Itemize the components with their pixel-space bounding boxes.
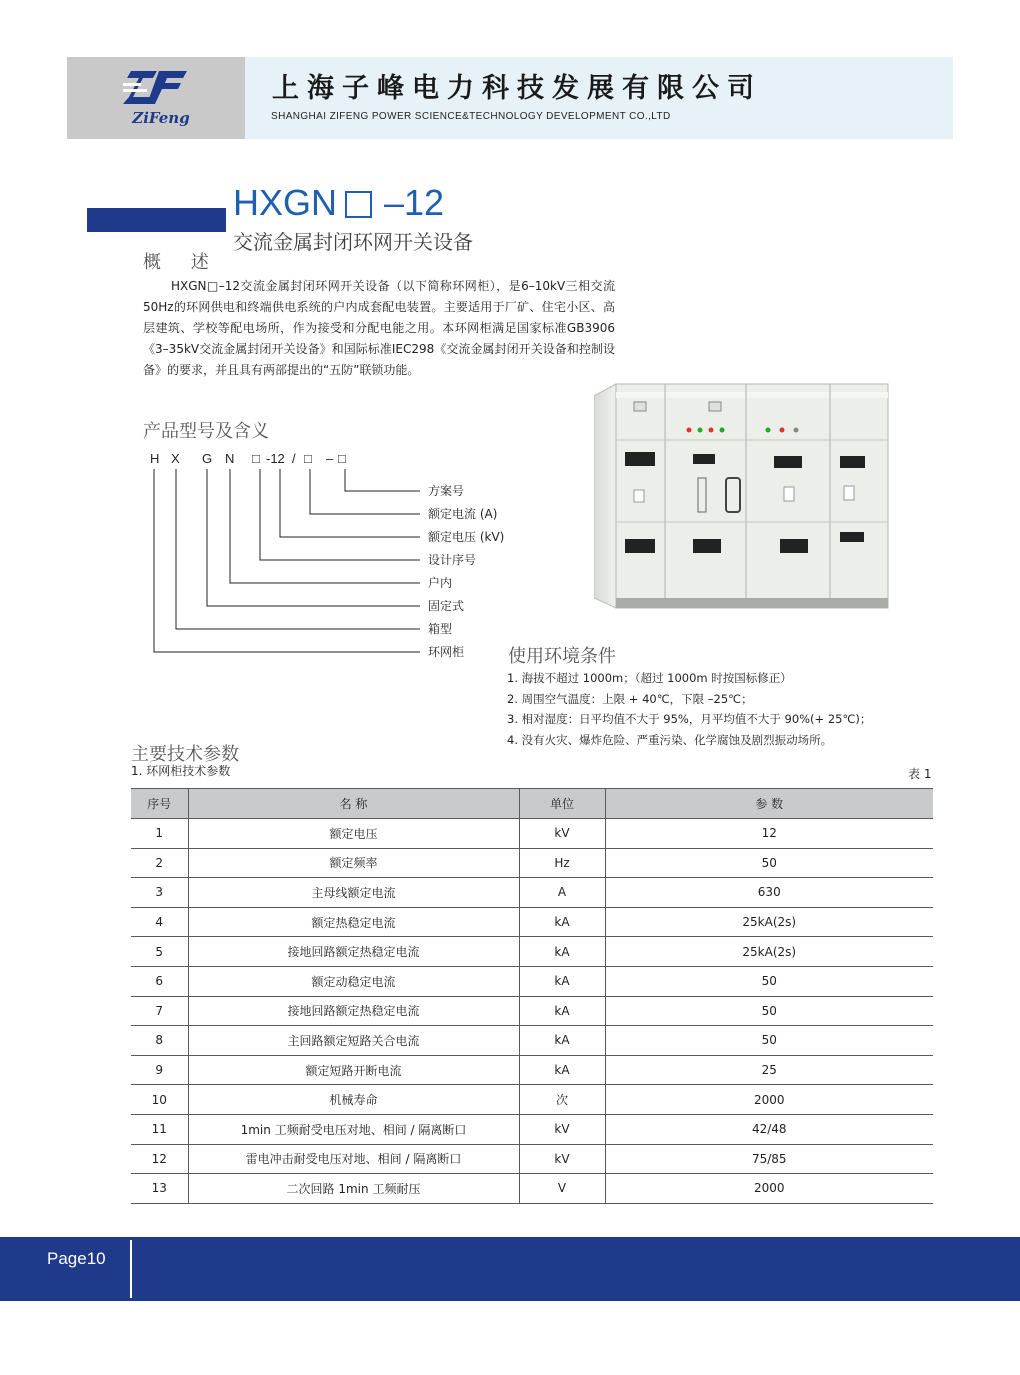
cell-unit: kA [519,937,605,967]
cell-index: 11 [131,1114,188,1144]
product-model-title [233,182,444,224]
cell-index: 13 [131,1174,188,1204]
cell-value: 2000 [605,1174,933,1204]
model-code-diagram [140,445,520,670]
column-header-index: 序号 [131,789,188,819]
cell-index: 2 [131,848,188,878]
cell-index: 7 [131,996,188,1026]
label-rated-voltage: 额定电压 (kV) [428,530,505,544]
code-letter-x: X [171,451,180,466]
cell-unit: 次 [519,1085,605,1115]
table-row [131,907,933,937]
code-dash: – [326,451,334,466]
cell-unit: kV [519,1114,605,1144]
cell-name: 雷电冲击耐受电压对地、相间 / 隔离断口 [188,1144,519,1174]
table-row [131,966,933,996]
column-header-name: 名 称 [188,789,519,819]
switchgear-cabinet-image [594,382,894,610]
cell-unit: kA [519,907,605,937]
code-letter-g: G [202,451,213,466]
title-accent-bar [87,208,226,232]
logo-wordmark: ZiFeng [132,109,190,127]
table-row [131,1114,933,1144]
footer-band [0,1237,1020,1301]
column-header-unit: 单位 [519,789,605,819]
cell-unit: Hz [519,848,605,878]
cell-unit: kA [519,966,605,996]
cell-unit: kV [519,819,605,849]
params-heading: 主要技术参数 [131,744,239,765]
cell-name: 接地回路额定热稳定电流 [188,937,519,967]
zifeng-logo-icon [123,67,189,107]
table-row [131,1055,933,1085]
cell-index: 4 [131,907,188,937]
overview-heading: 概 述 [143,252,221,273]
table-row [131,1144,933,1174]
cell-name: 额定动稳定电流 [188,966,519,996]
environment-item-hazards: 4. 没有火灾、爆炸危险、严重污染、化学腐蚀及剧烈振动场所。 [507,732,833,747]
cell-value: 2000 [605,1085,933,1115]
cell-value: 50 [605,848,933,878]
label-ring-main-unit: 环网柜 [428,645,465,659]
company-name-cn: 上海子峰电力科技发展有限公司 [272,73,762,104]
label-rated-current: 额定电流 (A) [428,507,498,521]
logo-panel [67,57,245,139]
cell-index: 6 [131,966,188,996]
page-number: Page10 [47,1249,106,1268]
label-indoor: 户内 [428,576,453,590]
cell-value: 50 [605,1026,933,1056]
environment-item-altitude: 1. 海拔不超过 1000m；（超过 1000m 时按国标修正） [507,671,792,685]
cell-name: 主母线额定电流 [188,878,519,908]
cell-unit: kA [519,1055,605,1085]
cell-name: 主回路额定短路关合电流 [188,1026,519,1056]
product-name-cn: 交流金属封闭环网开关设备 [233,230,473,254]
cell-name: 1min 工频耐受电压对地、相间 / 隔离断口 [188,1114,519,1144]
cell-unit: A [519,878,605,908]
table-row [131,1085,933,1115]
table-row [131,937,933,967]
table-row [131,878,933,908]
code-letter-n: N [225,451,235,466]
cell-value: 50 [605,996,933,1026]
cell-unit: kA [519,1026,605,1056]
table-row [131,1026,933,1056]
table-row [131,996,933,1026]
code-box-current: □ [304,451,312,466]
table-header-row [131,789,933,819]
cell-index: 12 [131,1144,188,1174]
cell-unit: V [519,1174,605,1204]
cell-value: 630 [605,878,933,908]
technical-params-table [131,788,933,1204]
cell-value: 25kA(2s) [605,937,933,967]
cell-unit: kA [519,996,605,1026]
cell-index: 9 [131,1055,188,1085]
company-name-en: SHANGHAI ZIFENG POWER SCIENCE&TECHNOLOGY DEVELOPMENT CO.,LTD [271,111,671,122]
model-prefix: HXGN [233,182,338,223]
cell-name: 额定短路开断电流 [188,1055,519,1085]
cell-name: 机械寿命 [188,1085,519,1115]
leader-lines [154,469,420,652]
code-slash: / [292,451,296,466]
table-row [131,1174,933,1204]
table-row [131,848,933,878]
cell-value: 75/85 [605,1144,933,1174]
model-meaning-heading: 产品型号及含义 [143,421,269,442]
environment-heading: 使用环境条件 [508,646,616,667]
environment-item-temperature: 2. 周围空气温度：上限 + 40℃，下限 –25℃； [507,691,753,706]
code-box-design: □ [252,451,260,466]
cell-unit: kV [519,1144,605,1174]
code-letter-h: H [150,451,160,466]
cell-value: 50 [605,966,933,996]
cell-name: 二次回路 1min 工频耐压 [188,1174,519,1204]
label-fixed: 固定式 [428,599,465,613]
environment-item-humidity: 3. 相对湿度：日平均值不大于 95%，月平均值不大于 90%(+ 25℃)； [507,712,872,726]
environment-list [507,668,927,750]
label-scheme: 方案号 [428,484,465,498]
column-header-value: 参 数 [605,789,933,819]
cell-value: 42/48 [605,1114,933,1144]
cell-value: 12 [605,819,933,849]
cell-name: 接地回路额定热稳定电流 [188,996,519,1026]
label-box-type: 箱型 [428,622,453,636]
cell-name: 额定频率 [188,848,519,878]
cell-name: 额定热稳定电流 [188,907,519,937]
cell-index: 3 [131,878,188,908]
table-number: 表 1 [908,767,932,781]
overview-paragraph: HXGN□–12交流金属封闭环网开关设备（以下简称环网柜），是6–10kV三相交流50Hz的环网供电和终端供电系统的户内成套配电装置。主要适用于厂矿、住宅小区、高层建筑、学校等配电场所，作为接受和分配电能之用。本环网柜满足国家标准GB3906《3–35kV交流金属封闭开关设备》和国际标准IEC298《交流金属封闭开关设备和控制设备》的要求，并且具有两部提出的“五防”联锁功能。 [143,279,615,377]
cell-value: 25kA(2s) [605,907,933,937]
model-placeholder-box [345,191,372,218]
cell-name: 额定电压 [188,819,519,849]
cell-index: 10 [131,1085,188,1115]
cell-value: 25 [605,1055,933,1085]
cell-index: 1 [131,819,188,849]
label-design-number: 设计序号 [428,553,477,567]
cell-index: 5 [131,937,188,967]
cell-index: 8 [131,1026,188,1056]
footer-divider [130,1240,132,1298]
table-row [131,819,933,849]
model-suffix: –12 [384,182,445,223]
code-voltage: -12 [266,451,285,466]
code-box-scheme: □ [338,451,346,466]
params-subheading: 1. 环网柜技术参数 [131,764,231,778]
